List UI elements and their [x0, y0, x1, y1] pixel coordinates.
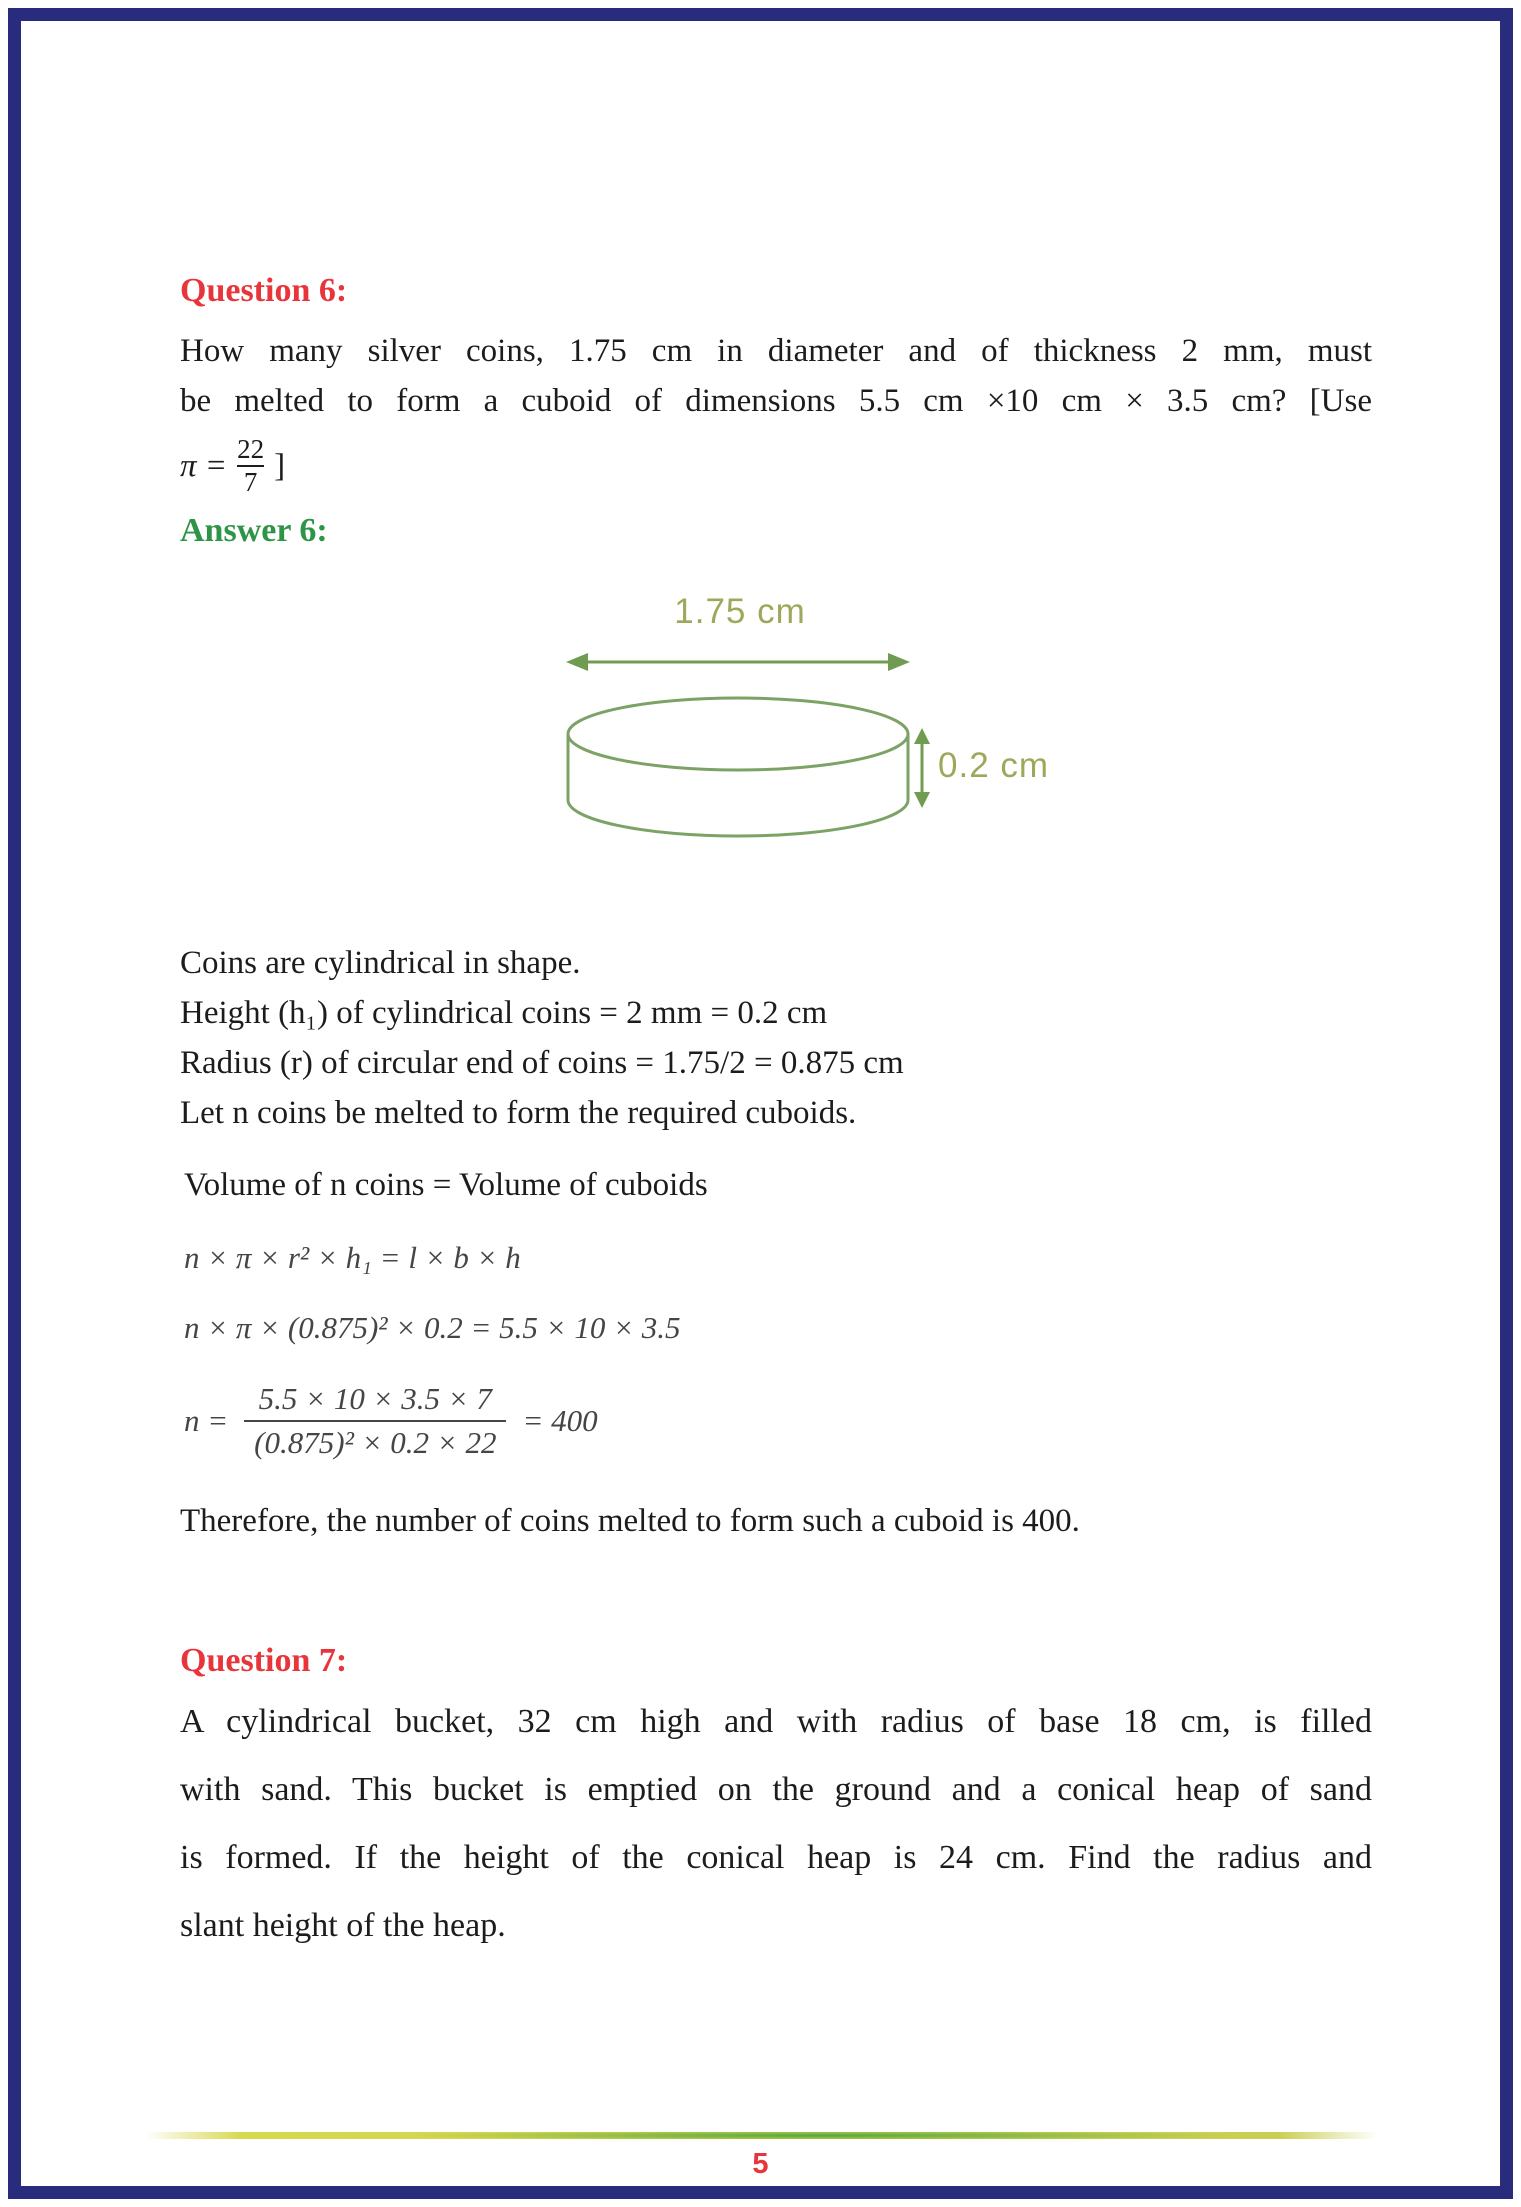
fraction-numerator: 22 [237, 433, 265, 464]
coin-diagram [490, 582, 1070, 872]
question-6-line-1: How many silver coins, 1.75 cm in diameter and of thickness 2 mm, must [180, 333, 1372, 369]
equation-3-fraction [244, 1378, 506, 1464]
equation-3 [184, 1378, 598, 1464]
diameter-label: 1.75 cm [674, 592, 806, 631]
question-7-line-1: A cylindrical bucket, 32 cm high and with radius of base 18 cm, is filled [180, 1703, 1372, 1740]
fraction-denominator: 7 [237, 465, 264, 498]
question-7-line-4: slant height of the heap. [180, 1907, 506, 1944]
volume-equality-line: Volume of n coins = Volume of cuboids [184, 1167, 708, 1203]
question-6-text [180, 326, 1372, 426]
diameter-arrow-left-head [566, 653, 588, 671]
thickness-arrow-top-head [914, 728, 930, 744]
answer-line-1: Coins are cylindrical in shape. [180, 945, 581, 981]
question-7-text [180, 1688, 1372, 1960]
equation-3-denominator: (0.875)² × 0.2 × 22 [244, 1420, 506, 1464]
thickness-arrow-bottom-head [914, 792, 930, 808]
footer-divider [145, 2132, 1377, 2139]
equation-1: n × π × r² × h₁ = l × b × h [184, 1240, 521, 1275]
equation-3-lhs: n = [184, 1402, 229, 1438]
equation-3-numerator: 5.5 × 10 × 3.5 × 7 [258, 1381, 492, 1416]
answer-line-2: Height (h₁) of cylindrical coins = 2 mm = 0.2 cm [180, 995, 828, 1031]
coin-top-ellipse [568, 698, 908, 770]
thickness-label: 0.2 cm [938, 746, 1050, 785]
pi-expression [180, 424, 285, 508]
page-number: 5 [752, 2148, 769, 2180]
question-6-heading: Question 6: [180, 272, 348, 309]
question-7-line-2: with sand. This bucket is emptied on the ground and a conical heap of sand [180, 1771, 1372, 1808]
answer-line-4: Let n coins be melted to form the required cuboids. [180, 1095, 857, 1131]
closing-bracket: ] [274, 447, 286, 484]
pi-fraction [237, 434, 264, 498]
answer-6-conclusion: Therefore, the number of coins melted to form such a cuboid is 400. [180, 1503, 1080, 1539]
pi-symbol: π = [180, 447, 228, 484]
question-6-line-2: be melted to form a cuboid of dimensions 5.5 cm ×10 cm × 3.5 cm? [Use [180, 383, 1372, 419]
answer-6-heading: Answer 6: [180, 512, 328, 549]
diameter-arrow-right-head [888, 653, 910, 671]
answer-6-body [180, 938, 1372, 1138]
answer-line-3: Radius (r) of circular end of coins = 1.75/2 = 0.875 cm [180, 1045, 904, 1081]
question-7-heading: Question 7: [180, 1642, 348, 1679]
equation-2: n × π × (0.875)² × 0.2 = 5.5 × 10 × 3.5 [184, 1310, 681, 1345]
question-7-line-3: is formed. If the height of the conical heap is 24 cm. Find the radius and [180, 1839, 1372, 1876]
equation-3-rhs: = 400 [522, 1402, 598, 1438]
coin-bottom-arc [568, 800, 908, 836]
